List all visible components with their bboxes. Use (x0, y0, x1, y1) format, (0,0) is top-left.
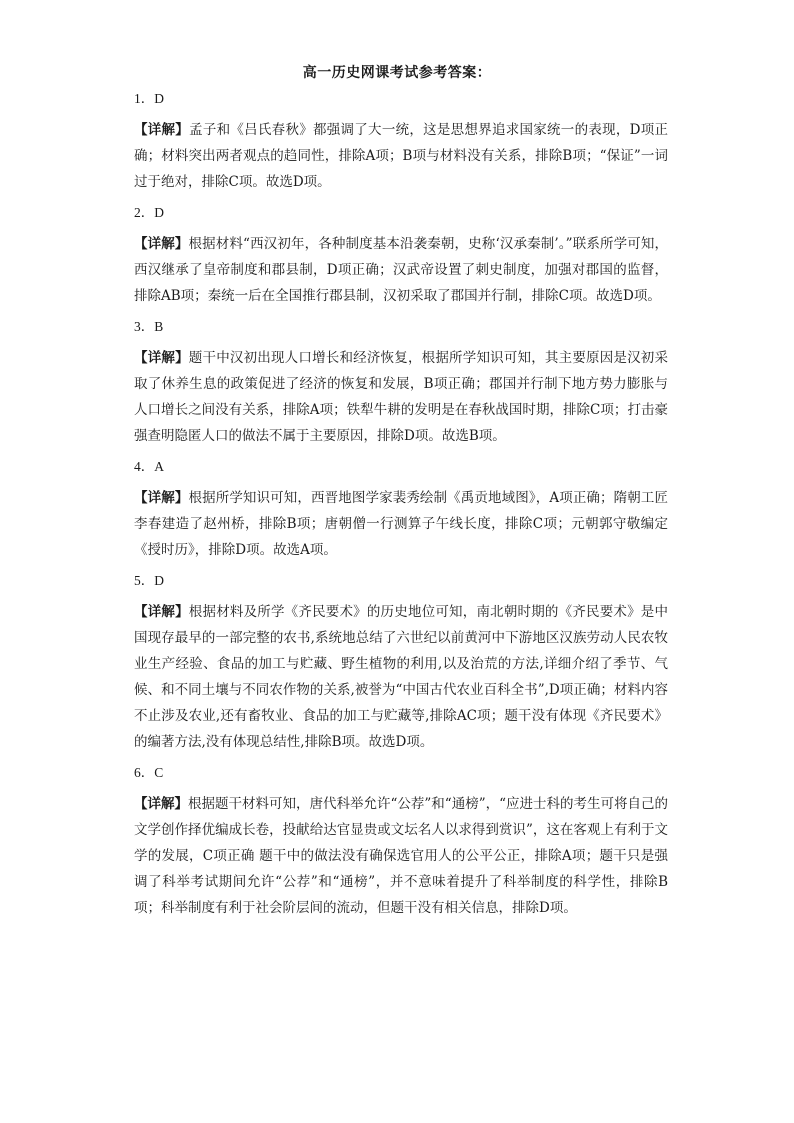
question-explanation (134, 345, 668, 449)
question-explanation (134, 599, 668, 755)
explanation-text: 题干中汉初出现人口增长和经济恢复，根据所学知识可知，其主要原因是汉初采取了休养生息的政策促进了经济的恢复和发展，B项正确；郡国并行制下地方势力膨胀与人口增长之间没有关系，排除A项；铁犁牛耕的发明是在春秋战国时期，排除C项；打击豪强查明隐匿人口的做法不属于主要原因，排除D项。故选B项。 (134, 350, 669, 444)
explanation-tag: 【详解】 (134, 236, 189, 252)
question-number: 1．D (134, 91, 164, 106)
explanation-tag: 【详解】 (134, 604, 189, 620)
explanation-text: 孟子和《吕氏春秋》都强调了大一统，这是思想界追求国家统一的表现，D项正确；材料突出两者观点的趋同性，排除A项；B项与材料没有关系，排除B项；“保证”一词过于绝对，排除C项。故选D项。 (134, 122, 669, 190)
explanation-tag: 【详解】 (134, 350, 189, 366)
explanation-text: 根据材料“西汉初年，各种制度基本沿袭秦朝，史称‘汉承秦制’。”联系所学可知，西汉继承了皇帝制度和郡县制，D项正确；汉武帝设置了刺史制度，加强对郡国的监督，排除AB项；秦统一后在全国推行郡县制，汉初采取了郡国并行制，排除C项。故选D项。 (134, 236, 669, 304)
question-number: 4．A (134, 459, 164, 474)
question-explanation (134, 231, 668, 309)
explanation-text: 根据题干材料可知，唐代科举允许“公荐”和“通榜”，“应进士科的考生可将自己的文学创作择优编成长卷，投献给达官显贵或文坛名人以求得到赏识”，这在客观上有利于文学的发展，C项正确 题干中的做法没有确保选官用人的公平公正，排除A项；题干只是强调了科举考试期间允许“公荐”和“通榜”，并不意味着提升了科举制度的科学性，排除B项；科举制度有利于社会阶层间的流动，但题干没有相关信息，排除D项。 (134, 796, 669, 916)
question-number: 3．B (134, 319, 164, 334)
question-explanation (134, 117, 668, 195)
explanation-tag: 【详解】 (134, 122, 190, 138)
answer-list (134, 86, 668, 926)
explanation-text: 根据所学知识可知，西晋地图学家裴秀绘制《禹贡地域图》，A项正确；隋朝工匠李春建造了赵州桥，排除B项；唐朝僧一行测算子午线长度，排除C项；元朝郭守敬编定《授时历》，排除D项。故选A项。 (134, 490, 669, 558)
explanation-tag: 【详解】 (134, 490, 189, 506)
question-number: 5．D (134, 573, 164, 588)
question-number: 2．D (134, 205, 164, 220)
explanation-tag: 【详解】 (134, 796, 188, 812)
question-explanation (134, 791, 668, 921)
question-explanation (134, 485, 668, 563)
page-title: 高一历史网课考试参考答案： (302, 65, 492, 81)
explanation-text: 根据材料及所学《齐民要术》的历史地位可知，南北朝时期的《齐民要术》是中国现存最早的一部完整的农书,系统地总结了六世纪以前黄河中下游地区汉族劳动人民农牧业生产经验、食品的加工与贮藏、野生植物的利用,以及治荒的方法,详细介绍了季节、气候、和不同土壤与不同农作物的关系,被誉为“中国古代农业百科全书”,D项正确；材料内容不止涉及农业,还有畜牧业、食品的加工与贮藏等,排除AC项；题干没有体现《齐民要术》的编著方法,没有体现总结性,排除B项。故选D项。 (134, 604, 669, 750)
question-number: 6．C (134, 765, 164, 780)
